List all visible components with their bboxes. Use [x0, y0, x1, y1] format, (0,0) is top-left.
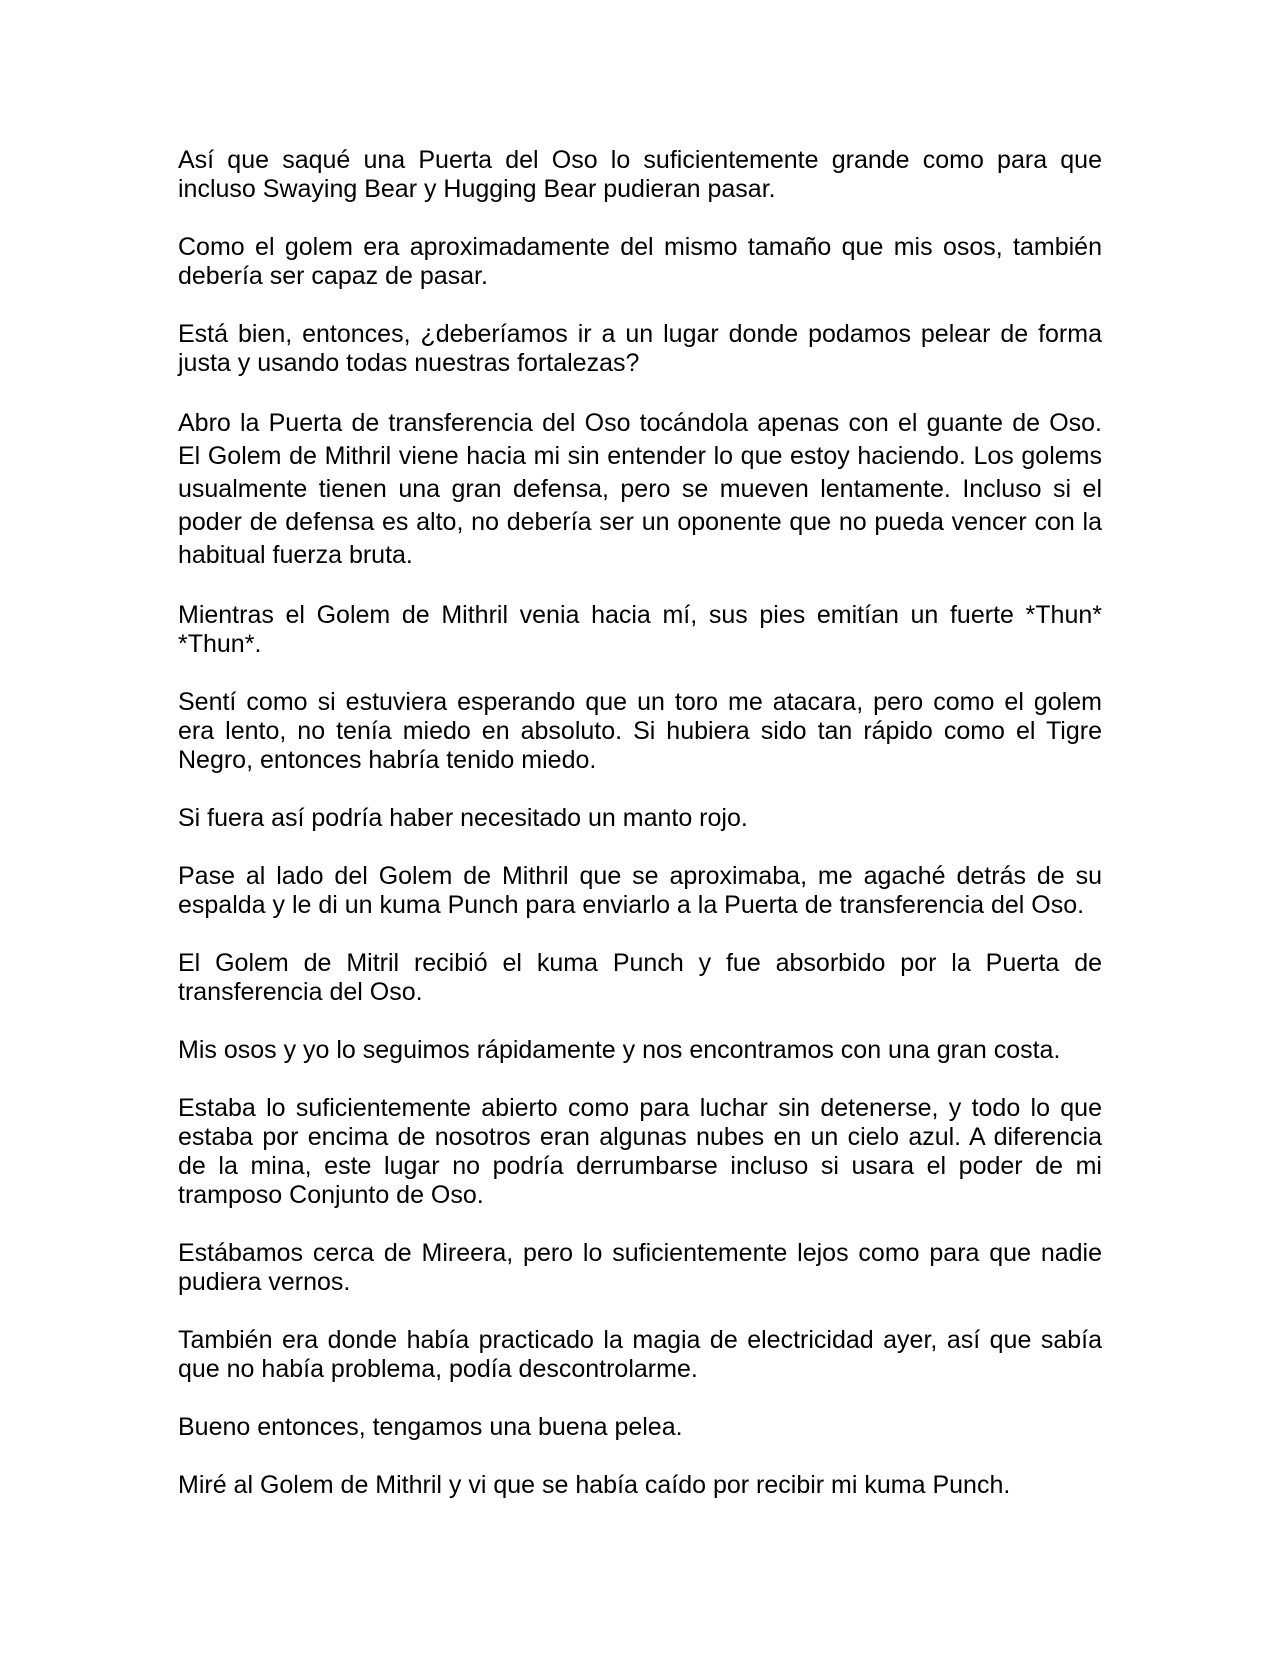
paragraph-14: Bueno entonces, tengamos una buena pelea.: [178, 1413, 683, 1441]
paragraph-11: Estaba lo suficientemente abierto como para luchar sin detenerse, y todo lo que estaba por encima de nosotros eran algunas nubes en un cielo azul. A diferencia de la mina, este lugar no podría derrumbarse incluso si usara el poder de mi tramposo Conjunto de Oso.: [178, 1094, 1102, 1209]
paragraph-1: Así que saqué una Puerta del Oso lo suficientemente grande como para que incluso Swaying Bear y Hugging Bear pudieran pasar.: [178, 146, 1102, 203]
paragraph-7: Si fuera así podría haber necesitado un manto rojo.: [178, 804, 748, 832]
paragraph-13: También era donde había practicado la magia de electricidad ayer, así que sabía que no había problema, podía descontrolarme.: [178, 1326, 1102, 1383]
paragraph-8: Pase al lado del Golem de Mithril que se aproximaba, me agaché detrás de su espalda y le di un kuma Punch para enviarlo a la Puerta de transferencia del Oso.: [178, 862, 1102, 919]
paragraph-15: Miré al Golem de Mithril y vi que se había caído por recibir mi kuma Punch.: [178, 1471, 1011, 1499]
paragraph-12: Estábamos cerca de Mireera, pero lo suficientemente lejos como para que nadie pudiera vernos.: [178, 1239, 1102, 1296]
paragraph-6: Sentí como si estuviera esperando que un toro me atacara, pero como el golem era lento, no tenía miedo en absoluto. Si hubiera sido tan rápido como el Tigre Negro, entonces habría tenido miedo.: [178, 688, 1102, 774]
paragraph-5: Mientras el Golem de Mithril venia hacia mí, sus pies emitían un fuerte *Thun* *Thun*.: [178, 601, 1102, 658]
paragraph-9: El Golem de Mitril recibió el kuma Punch y fue absorbido por la Puerta de transferencia del Oso.: [178, 949, 1102, 1006]
paragraph-4: Abro la Puerta de transferencia del Oso tocándola apenas con el guante de Oso. El Golem de Mithril viene hacia mi sin entender lo que estoy haciendo. Los golems usualmente tienen una gran defensa, pero se mueven lentamente. Incluso si el poder de defensa es alto, no debería ser un oponente que no pueda vencer con la habitual fuerza bruta.: [178, 409, 1102, 569]
paragraph-3: Está bien, entonces, ¿deberíamos ir a un lugar donde podamos pelear de forma justa y usando todas nuestras fortalezas?: [178, 320, 1102, 377]
document-body: [178, 146, 1102, 1529]
paragraph-2: Como el golem era aproximadamente del mismo tamaño que mis osos, también debería ser capaz de pasar.: [178, 233, 1102, 290]
paragraph-10: Mis osos y yo lo seguimos rápidamente y nos encontramos con una gran costa.: [178, 1036, 1061, 1064]
